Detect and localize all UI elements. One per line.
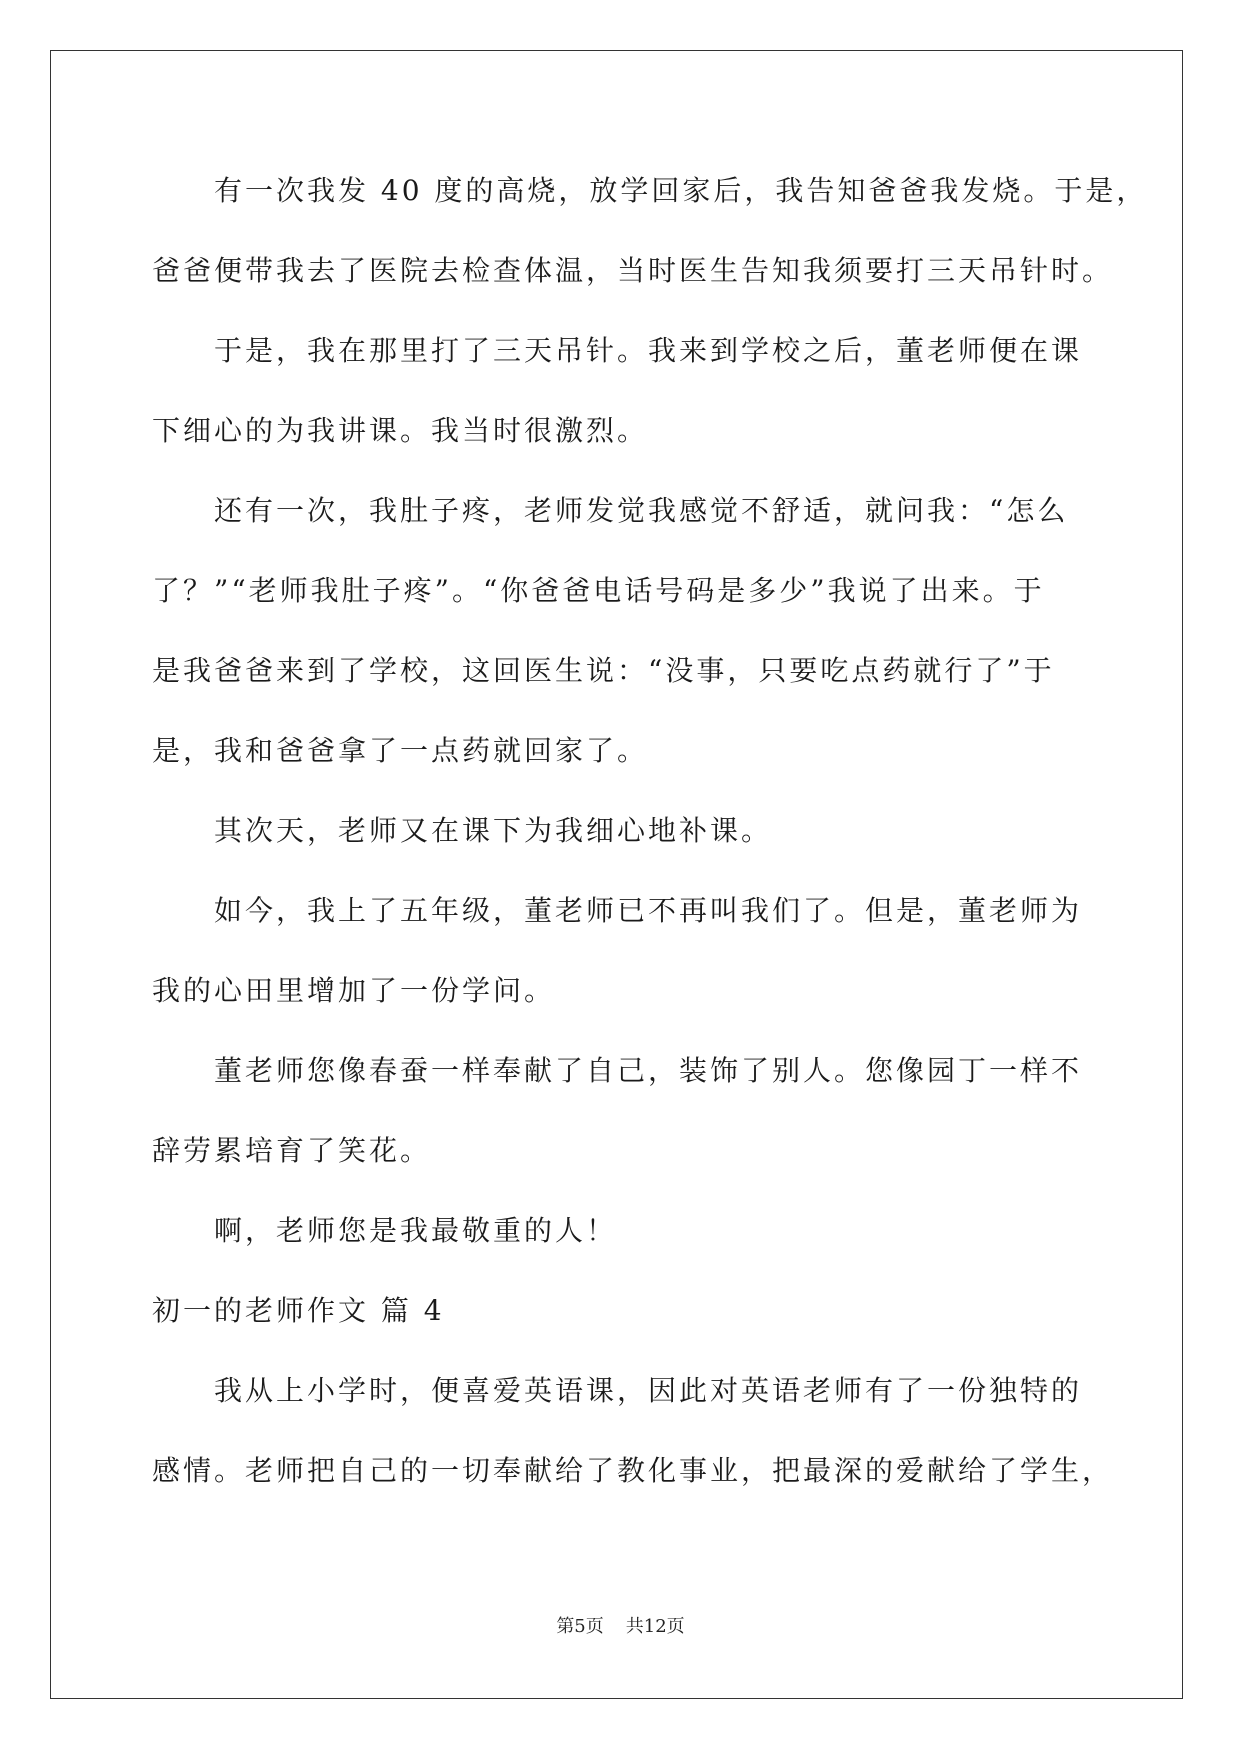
page-total: 共12页 bbox=[625, 1616, 685, 1637]
text-line: 辞劳累培育了笑花。 bbox=[152, 1134, 432, 1167]
text-line: 有一次我发 40 度的高烧，放学回家后，我告知爸爸我发烧。于是， bbox=[214, 174, 1148, 207]
text-line: 还有一次，我肚子疼，老师发觉我感觉不舒适，就问我：“怎么 bbox=[214, 494, 1069, 527]
text-line: 如今，我上了五年级，董老师已不再叫我们了。但是，董老师为 bbox=[214, 894, 1083, 927]
text-line: 了？”“老师我肚子疼”。“你爸爸电话号码是多少”我说了出来。于 bbox=[152, 574, 1045, 607]
text-line: 爸爸便带我去了医院去检查体温，当时医生告知我须要打三天吊针时。 bbox=[152, 254, 1114, 287]
text-line: 下细心的为我讲课。我当时很激烈。 bbox=[152, 414, 649, 447]
section-heading: 初一的老师作文 篇 4 bbox=[152, 1294, 445, 1327]
page-number: 第5页 bbox=[556, 1616, 604, 1637]
text-line: 于是，我在那里打了三天吊针。我来到学校之后，董老师便在课 bbox=[214, 334, 1083, 367]
text-line: 感情。老师把自己的一切奉献给了教化事业，把最深的爱献给了学生， bbox=[152, 1454, 1114, 1487]
page-footer bbox=[0, 1612, 1241, 1638]
text-line: 是，我和爸爸拿了一点药就回家了。 bbox=[152, 734, 649, 767]
text-line: 我的心田里增加了一份学问。 bbox=[152, 974, 556, 1007]
text-line: 董老师您像春蚕一样奉献了自己，装饰了别人。您像园丁一样不 bbox=[214, 1054, 1083, 1087]
text-line: 我从上小学时，便喜爱英语课，因此对英语老师有了一份独特的 bbox=[214, 1374, 1083, 1407]
text-line: 其次天，老师又在课下为我细心地补课。 bbox=[214, 814, 773, 847]
text-line: 啊，老师您是我最敬重的人！ bbox=[214, 1214, 618, 1247]
text-line: 是我爸爸来到了学校，这回医生说：“没事，只要吃点药就行了”于 bbox=[152, 654, 1055, 687]
